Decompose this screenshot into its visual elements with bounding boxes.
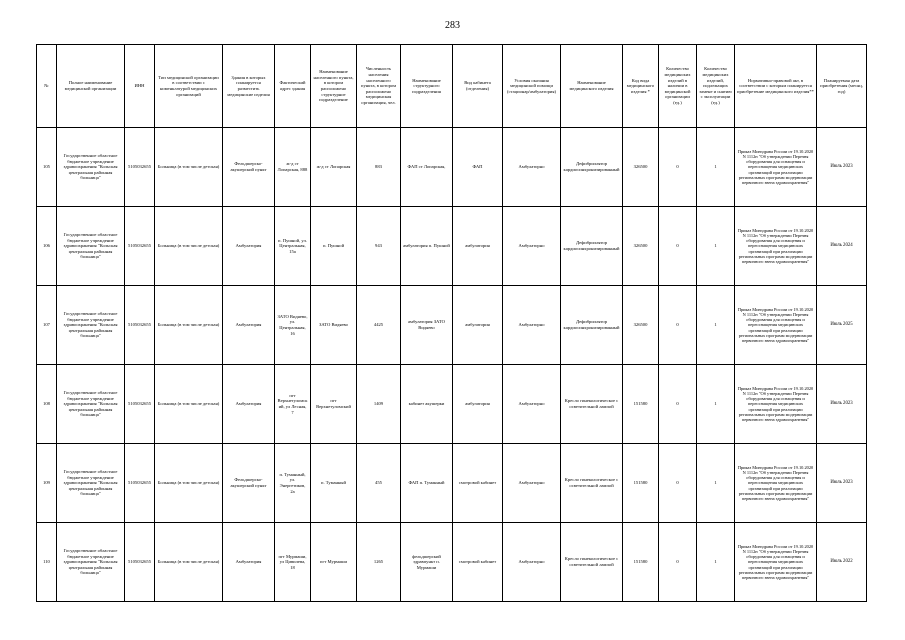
cell-qty-replace: 1 <box>697 286 735 365</box>
cell-address: пгт Верхнетуломский, ул Лесная, 7 <box>275 365 311 444</box>
col-header-qty-have: Количество медицинских изделий в наличии в медицинской организации (ед.) <box>659 45 697 128</box>
cell-qty-replace: 1 <box>697 128 735 207</box>
cell-qty-have: 0 <box>659 128 697 207</box>
cell-org-type: Больница (в том числе детская) <box>155 207 223 286</box>
cell-purchase-date: Июль 2022 <box>817 523 867 602</box>
cell-settlement: пгт Мурмаши <box>311 523 357 602</box>
col-header-org-name: Полное наименование медицинской организации <box>57 45 125 128</box>
col-header-number: № <box>37 45 57 128</box>
cell-org-name: Государственное областное бюджетное учреждение здравоохранения "Кольская центральная районная больница" <box>57 365 125 444</box>
cell-number: 105 <box>37 128 57 207</box>
cell-building: Фельдшерско-акушерский пункт <box>223 128 275 207</box>
cell-inn: 5105032655 <box>125 286 155 365</box>
cell-legal-basis: Приказ Минздрава России от 19.10.2020 N 1112н "Об утверждении Перечня оборудования для оснащения и переоснащения медицинских организаций при реализации региональных программ модернизации первичного звена здравоохранения" <box>735 523 817 602</box>
cell-conditions: Амбулаторно <box>503 128 561 207</box>
cell-device-code: 326500 <box>623 207 659 286</box>
cell-cabinet: ФАП <box>453 128 503 207</box>
col-header-cabinet: Вид кабинета (отделения) <box>453 45 503 128</box>
cell-settlement: п. Туманный <box>311 444 357 523</box>
cell-cabinet: смотровой кабинет <box>453 523 503 602</box>
cell-org-name: Государственное областное бюджетное учреждение здравоохранения "Кольская центральная районная больница" <box>57 286 125 365</box>
col-header-population: Численность населения населенного пункта, в котором расположено медицинская организация, чел. <box>357 45 401 128</box>
cell-org-name: Государственное областное бюджетное учреждение здравоохранения "Кольская центральная районная больница" <box>57 444 125 523</box>
cell-legal-basis: Приказ Минздрава России от 19.10.2020 N 1112н "Об утверждении Перечня оборудования для оснащения и переоснащения медицинских организаций при реализации региональных программ модернизации первичного звена здравоохранения" <box>735 444 817 523</box>
header-row <box>37 45 867 128</box>
cell-legal-basis: Приказ Минздрава России от 19.10.2020 N 1112н "Об утверждении Перечня оборудования для оснащения и переоснащения медицинских организаций при реализации региональных программ модернизации первичного звена здравоохранения" <box>735 365 817 444</box>
cell-org-type: Больница (в том числе детская) <box>155 523 223 602</box>
table-row <box>37 207 867 286</box>
cell-device-code: 151580 <box>623 365 659 444</box>
cell-population: 883 <box>357 128 401 207</box>
cell-building: Амбулатория <box>223 207 275 286</box>
cell-unit: ФАП ст Лопарская, <box>401 128 453 207</box>
cell-cabinet: амбулатория <box>453 286 503 365</box>
cell-purchase-date: Июль 2025 <box>817 286 867 365</box>
cell-org-name: Государственное областное бюджетное учреждение здравоохранения "Кольская центральная районная больница" <box>57 523 125 602</box>
cell-qty-have: 0 <box>659 444 697 523</box>
cell-unit: ФАП п. Туманный <box>401 444 453 523</box>
cell-device-code: 151580 <box>623 444 659 523</box>
cell-population: 943 <box>357 207 401 286</box>
cell-address: п. Туманный, ул. Энергетиков, 2а <box>275 444 311 523</box>
cell-population: 1409 <box>357 365 401 444</box>
table-header <box>37 45 867 128</box>
cell-conditions: Амбулаторно <box>503 523 561 602</box>
cell-address: ЗАТО Видяево, ул. Центральная, 16 <box>275 286 311 365</box>
cell-device: Кресло гинекологическое с осветительной лампой <box>561 365 623 444</box>
cell-conditions: Амбулаторно <box>503 365 561 444</box>
page-number: 283 <box>445 20 460 31</box>
col-header-building: Здания в которых планируется разместить медицинские изделия <box>223 45 275 128</box>
cell-device-code: 326500 <box>623 286 659 365</box>
cell-unit: кабинет акушерки <box>401 365 453 444</box>
cell-qty-have: 0 <box>659 207 697 286</box>
cell-cabinet: смотровой кабинет <box>453 444 503 523</box>
table-row <box>37 286 867 365</box>
cell-cabinet: амбулатория <box>453 365 503 444</box>
table-row <box>37 365 867 444</box>
cell-qty-have: 0 <box>659 523 697 602</box>
cell-qty-replace: 1 <box>697 523 735 602</box>
cell-qty-have: 0 <box>659 365 697 444</box>
cell-population: 1265 <box>357 523 401 602</box>
cell-address: пгт Мурмаши, ул Цивилева, 18 <box>275 523 311 602</box>
cell-conditions: Амбулаторно <box>503 207 561 286</box>
cell-org-type: Больница (в том числе детская) <box>155 128 223 207</box>
col-header-settlement: Наименование населенного пункта, в котором расположено структурное подразделение <box>311 45 357 128</box>
cell-settlement: пгт Верхнетуломский <box>311 365 357 444</box>
col-header-device: Наименование медицинского изделия <box>561 45 623 128</box>
cell-settlement: ж-д ст Лопарская <box>311 128 357 207</box>
table-body <box>37 128 867 602</box>
equipment-register-table <box>36 44 867 602</box>
cell-device: Дефибриллятор кардиосинхронизированный <box>561 207 623 286</box>
cell-settlement: ЗАТО Видяево <box>311 286 357 365</box>
cell-purchase-date: Июль 2024 <box>817 207 867 286</box>
cell-inn: 5105032655 <box>125 128 155 207</box>
cell-device: Дефибриллятор кардиосинхронизированный <box>561 286 623 365</box>
cell-number: 108 <box>37 365 57 444</box>
cell-purchase-date: Июль 2023 <box>817 444 867 523</box>
cell-cabinet: амбулатория <box>453 207 503 286</box>
col-header-legal-basis: Нормативно-правовой акт, в соответствии с которым планируется приобретение медицинского изделия** <box>735 45 817 128</box>
cell-device: Кресло гинекологическое с осветительной лампой <box>561 444 623 523</box>
cell-building: Амбулатория <box>223 523 275 602</box>
cell-settlement: п. Пушной <box>311 207 357 286</box>
cell-building: Фельдшерско-акушерский пункт <box>223 444 275 523</box>
col-header-purchase-date: Планируемая дата приобретения (месяц, год) <box>817 45 867 128</box>
cell-building: Амбулатория <box>223 365 275 444</box>
cell-inn: 5105032655 <box>125 207 155 286</box>
cell-inn: 5105032655 <box>125 444 155 523</box>
cell-purchase-date: Июль 2023 <box>817 365 867 444</box>
col-header-conditions: Условия оказания медицинской помощи (стационар/амбулатория) <box>503 45 561 128</box>
cell-building: Амбулатория <box>223 286 275 365</box>
col-header-unit: Наименование структурного подразделения <box>401 45 453 128</box>
cell-population: 455 <box>357 444 401 523</box>
cell-org-name: Государственное областное бюджетное учреждение здравоохранения "Кольская центральная районная больница" <box>57 207 125 286</box>
table-row <box>37 523 867 602</box>
col-header-qty-replace: Количество медицинских изделий, подлежащих замене и снятию с эксплуатации (ед.) <box>697 45 735 128</box>
col-header-address: Фактический адрес здания <box>275 45 311 128</box>
cell-device: Дефибриллятор кардиосинхронизированный <box>561 128 623 207</box>
cell-number: 109 <box>37 444 57 523</box>
cell-population: 4425 <box>357 286 401 365</box>
cell-org-name: Государственное областное бюджетное учреждение здравоохранения "Кольская центральная районная больница" <box>57 128 125 207</box>
cell-unit: амбулатория ЗАТО Видяево <box>401 286 453 365</box>
col-header-inn: ИНН <box>125 45 155 128</box>
table-row <box>37 128 867 207</box>
cell-device-code: 151580 <box>623 523 659 602</box>
cell-qty-replace: 1 <box>697 444 735 523</box>
cell-org-type: Больница (в том числе детская) <box>155 365 223 444</box>
cell-address: ж-д ст Лопарская, 888 <box>275 128 311 207</box>
cell-org-type: Больница (в том числе детская) <box>155 286 223 365</box>
cell-conditions: Амбулаторно <box>503 286 561 365</box>
cell-org-type: Больница (в том числе детская) <box>155 444 223 523</box>
cell-legal-basis: Приказ Минздрава России от 19.10.2020 N 1112н "Об утверждении Перечня оборудования для оснащения и переоснащения медицинских организаций при реализации региональных программ модернизации первичного звена здравоохранения" <box>735 207 817 286</box>
cell-inn: 5105032655 <box>125 523 155 602</box>
cell-device: Кресло гинекологическое с осветительной лампой <box>561 523 623 602</box>
cell-unit: амбулатория п. Пушной <box>401 207 453 286</box>
cell-address: п. Пушной, ул. Центральная, 15а <box>275 207 311 286</box>
table-row <box>37 444 867 523</box>
cell-number: 106 <box>37 207 57 286</box>
cell-purchase-date: Июль 2023 <box>817 128 867 207</box>
cell-conditions: Амбулаторно <box>503 444 561 523</box>
col-header-org-type: Тип медицинской организации в соответствии с номенклатурой медицинских организаций <box>155 45 223 128</box>
cell-qty-replace: 1 <box>697 365 735 444</box>
cell-device-code: 326500 <box>623 128 659 207</box>
cell-inn: 5105032655 <box>125 365 155 444</box>
cell-legal-basis: Приказ Минздрава России от 19.10.2020 N 1112н "Об утверждении Перечня оборудования для оснащения и переоснащения медицинских организаций при реализации региональных программ модернизации первичного звена здравоохранения" <box>735 286 817 365</box>
cell-number: 110 <box>37 523 57 602</box>
cell-unit: фельдшерский здравпункт п. Мурмаши <box>401 523 453 602</box>
cell-qty-replace: 1 <box>697 207 735 286</box>
cell-legal-basis: Приказ Минздрава России от 19.10.2020 N 1112н "Об утверждении Перечня оборудования для оснащения и переоснащения медицинских организаций при реализации региональных программ модернизации первичного звена здравоохранения" <box>735 128 817 207</box>
col-header-device-code: Код вида медицинского изделия * <box>623 45 659 128</box>
cell-qty-have: 0 <box>659 286 697 365</box>
cell-number: 107 <box>37 286 57 365</box>
